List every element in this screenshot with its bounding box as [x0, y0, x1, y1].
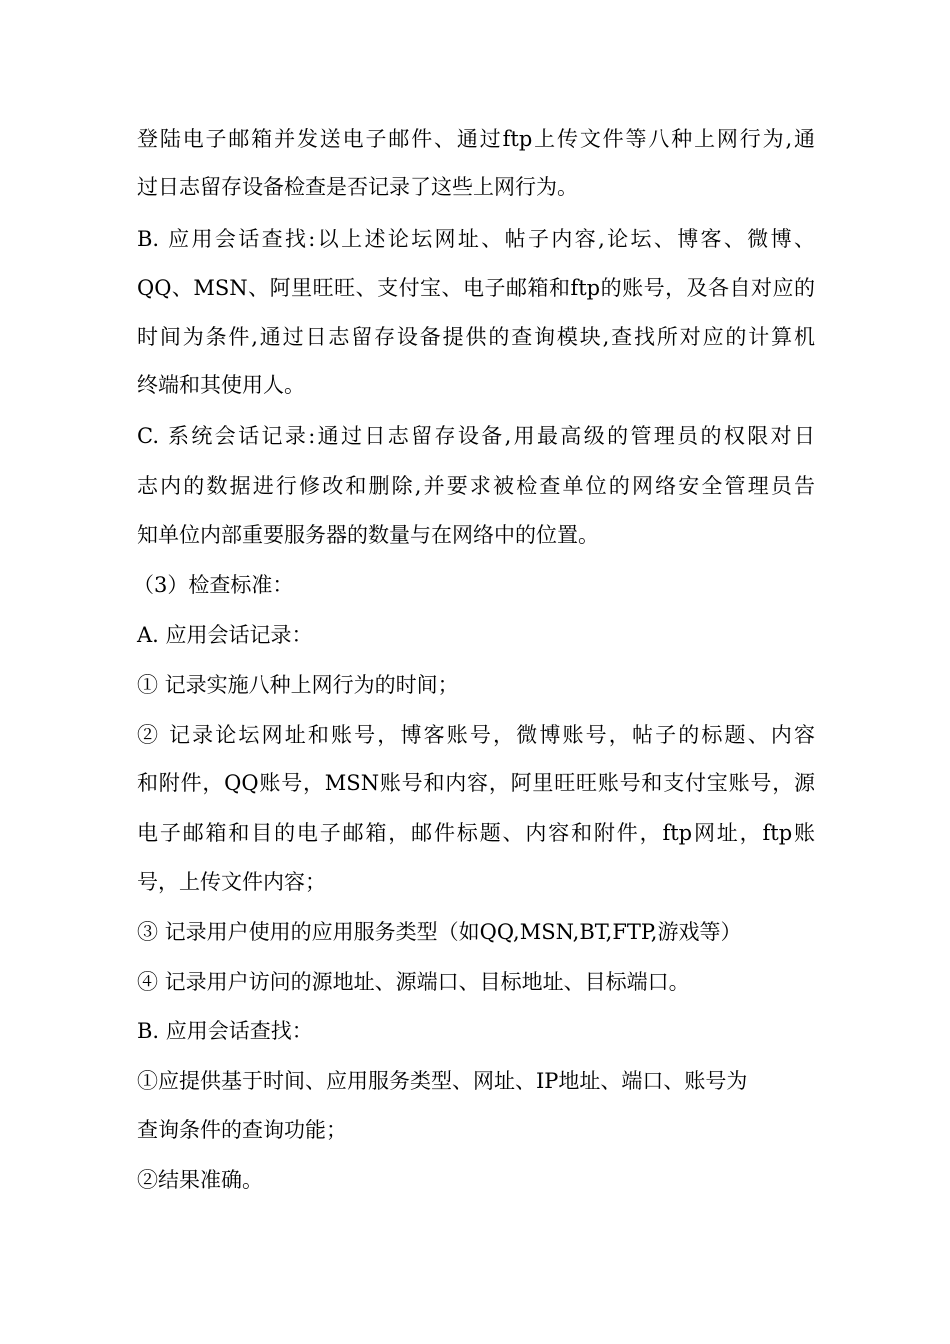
text-line-2: 过日志留存设备检查是否记录了这些上网行为。 — [137, 175, 578, 199]
text-line-7: C. 系统会话记录:通过日志留存设备,用最高级的管理员的权限对日 — [137, 424, 815, 448]
text-line-3: B. 应用会话查找:以上述论坛网址、帖子内容,论坛、博客、微博、 — [137, 227, 815, 251]
text-line-5: 时间为条件,通过日志留存设备提供的查询模块,查找所对应的计算机 — [137, 325, 815, 349]
list-item-2-line-2: 和附件，QQ账号，MSN账号和内容，阿里旺旺账号和支付宝账号，源 — [137, 771, 815, 795]
list-item-b1-line-2: 查询条件的查询功能； — [137, 1118, 347, 1142]
text-line-6: 终端和其使用人。 — [137, 373, 305, 397]
list-item-2-line-4: 号，上传文件内容； — [137, 870, 326, 894]
list-item-4: ④ 记录用户访问的源地址、源端口、目标地址、目标端口。 — [137, 970, 690, 994]
list-item-2-line-3: 电子邮箱和目的电子邮箱，邮件标题、内容和附件，ftp网址，ftp账 — [137, 821, 815, 845]
text-line-8: 志内的数据进行修改和删除,并要求被检查单位的网络安全管理员告 — [137, 474, 815, 498]
list-item-b1-line-1: ①应提供基于时间、应用服务类型、网址、IP地址、端口、账号为 — [137, 1069, 748, 1093]
text-line-4: QQ、MSN、阿里旺旺、支付宝、电子邮箱和ftp的账号，及各自对应的 — [137, 276, 815, 300]
subheading-b: B. 应用会话查找： — [137, 1019, 313, 1043]
section-heading-check-standard: （3）检查标准： — [133, 573, 294, 597]
list-item-3: ③ 记录用户使用的应用服务类型（如QQ,MSN,BT,FTP,游戏等） — [137, 920, 742, 944]
list-item-b2: ②结果准确。 — [137, 1168, 263, 1192]
text-line-9: 知单位内部重要服务器的数量与在网络中的位置。 — [137, 523, 599, 547]
list-item-1: ① 记录实施八种上网行为的时间； — [137, 673, 459, 697]
subheading-a: A. 应用会话记录： — [137, 623, 313, 647]
list-item-2-line-1: ② 记录论坛网址和账号，博客账号，微博账号，帖子的标题、内容 — [137, 723, 815, 747]
text-line-1: 登陆电子邮箱并发送电子邮件、通过ftp上传文件等八种上网行为,通 — [137, 127, 815, 151]
